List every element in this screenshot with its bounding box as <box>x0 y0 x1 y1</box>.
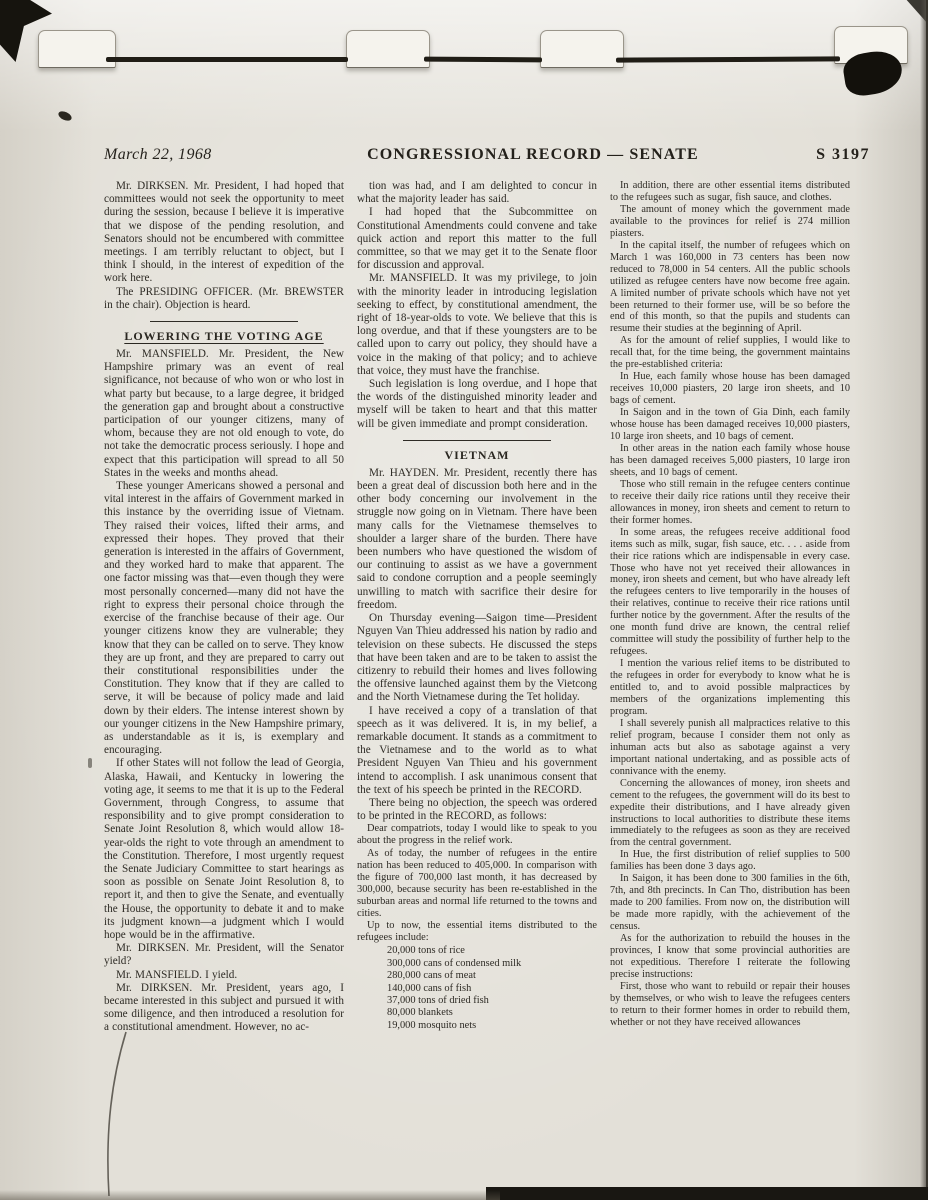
scan-artifact-speck <box>88 758 92 768</box>
column-2 <box>357 180 597 1192</box>
section-divider <box>403 440 551 441</box>
scan-artifact-corner-top-right <box>902 0 928 24</box>
scan-artifact-ink-blob <box>841 48 905 99</box>
paragraph-remain-in-centers: Those who still remain in the refugee centers continue to receive their daily rice rations until they receive their allowances in money, iron sheets and cement to return to their former homes. <box>610 478 850 526</box>
paragraph-expedite-distributions: Concerning the allowances of money, iron sheets and cement to the refugees, the government will do its best to expedite their distributions, and I have already given instructions to local authorities to distribute these items immediately to the refugees as soon as they are received from the central government. <box>610 777 850 849</box>
paragraph-subcommittee: I had hoped that the Subcommittee on Constitutional Amendments could convene and take quick action and report this matter to the full committee, so that we may get it to the Senate floor for discussion and approval. <box>357 206 597 272</box>
speech-excerpt <box>357 823 597 1032</box>
scan-artifact-edge-line <box>424 57 542 63</box>
paragraph-mention-relief-items: I mention the various relief items to be distributed to the refugees in order for everybody to know what he is entitled to, and to avoid possible malpractices by members of the organizations implementing this program. <box>610 658 850 717</box>
paragraph-rebuild-authorization: As for the authorization to rebuild the houses in the provinces, I know that some provincial authorities are not expeditious. Therefore I reiterate the following precise instructions: <box>610 933 850 980</box>
paragraph-first-instruction: First, those who want to rebuild or repair their houses by themselves, or who wish to leave the refugees centers to return to their former homes in order to rebuild them, whether or not they have received allowances <box>610 980 850 1028</box>
paragraph-dirksen-objection: Mr. DIRKSEN. Mr. President, I had hoped that committees would not seek the opportunity to meet during the session, because I believe it is imperative that we dispose of the pending resolution, and Senators should not be encumbered with committee meetings. I am terribly reluctant to object, but I think I should, in the interest of expedition of the work here. <box>104 180 344 285</box>
scan-artifact-corner-top-left <box>0 0 52 62</box>
column-1 <box>104 180 344 1192</box>
paragraph-dirksen-yield-question: Mr. DIRKSEN. Mr. President, will the Senator yield? <box>104 942 344 968</box>
paragraph-up-to-now: Up to now, the essential items distributed to the refugees include: <box>357 920 597 944</box>
paragraph-tion-was-had: tion was had, and I am delighted to concur in what the majority leader has said. <box>357 180 597 206</box>
paragraph-saigon-giadinh-allowance: In Saigon and in the town of Gia Dinh, each family whose house has been damaged receives 10,000 piasters, 10 large iron sheets, and 10 bags of cement. <box>610 407 850 443</box>
paragraph-punish-malpractices: I shall severely punish all malpractices relative to this relief program, because I consider them not only as inhuman acts but also as sabotage against a very important national undertaking, and as possible acts of connivance with the enemy. <box>610 717 850 777</box>
section-heading-vietnam: VIETNAM <box>444 447 510 462</box>
section-divider <box>150 321 298 322</box>
masthead-title: CONGRESSIONAL RECORD — SENATE <box>367 146 699 163</box>
paragraph-younger-americans: These younger Americans showed a personal and vital interest in the affairs of Government marked in this instance by the overriding issue of Vietnam. They raised their voices, lifted their arms, and expressed their hopes. They proved that their generation is interested in the affairs of Government, and they worked hard to make that apparent. The one factor missing was that—even though they were most personally concerned—many did not have the right to express their personal choice through the exercise of the franchise because of their age. Our younger citizens know they are vulnerable; they know that they can be called on to serve. They know they are up front, and they are prepared to carry out their constitutional responsibilities under the Constitution. They know that if they are called to serve, it will be because of policy made and laid down by their elders. The intense interest shown by our younger citizens in the New Hampshire primary, as understandable as it is, is exemplary and encouraging. <box>104 480 344 757</box>
paragraph-mansfield-privilege: Mr. MANSFIELD. It was my privilege, to join with the minority leader in introducing legislation seeking to effect, by constitutional amendment, the right of 18-year-olds to vote. We believe that this is long overdue, and that if these youngsters are to be called upon to carry out policy, they should have a voice in the making of that policy; and to achieve that voice, they must have the franchise. <box>357 272 597 377</box>
scan-artifact-paper-tab <box>540 30 624 68</box>
list-item: 80,000 blankets <box>387 1007 453 1019</box>
paragraph-additional-food: In some areas, the refugees receive additional food items such as milk, sugar, fish sauce, etc. . . . aside from their rice rations which are indispensable in every case. Those who have not yet received their allowances in money, iron sheets and cement, but who have already left the refugees centers to live temporarily in the houses of their relatives, continue to receive their rice rations until further notice by the government. After the results of the one month fund drive are known, the central relief committee will study the possibility of further help to the refugees. <box>610 526 850 658</box>
list-item: 140,000 cans of fish <box>387 982 472 994</box>
section-heading-lowering-voting-age: LOWERING THE VOTING AGE <box>124 329 324 344</box>
paragraph-dear-compatriots: Dear compatriots, today I would like to speak to you about the progress in the relief work. <box>357 823 597 847</box>
paragraph-relief-criteria: As for the amount of relief supplies, I would like to recall that, for the time being, the government maintains the pre-established criteria: <box>610 335 850 371</box>
paragraph-no-objection: There being no objection, the speech was ordered to be printed in the RECORD, as follows: <box>357 796 597 823</box>
page-number: S 3197 <box>816 146 870 163</box>
paragraph-other-areas-allowance: In other areas in the nation each family whose house has been damaged receives 5,000 piasters, 10 large iron sheets, and 10 bags of cement. <box>610 442 850 478</box>
list-item: 19,000 mosquito nets <box>387 1019 477 1031</box>
relief-supplies-list <box>387 945 597 1032</box>
scan-artifact-speck <box>57 109 73 122</box>
page-header <box>104 146 870 164</box>
paragraph-hayden-discussion: Mr. HAYDEN. Mr. President, recently there has been a great deal of discussion both here and in the other body concerning our involvement in the struggle now going on in Vietnam. There have been many calls for the Vietnamese themselves to shoulder a larger share of the burden. There have been numbers who have questioned the wisdom of our continuing to assist as we have a government said to condone corruption and a people seemingly unwilling to match with sacrifice their desire for freedom. <box>357 466 597 611</box>
paragraph-dirksen-years-ago: Mr. DIRKSEN. Mr. President, years ago, I became interested in this subject and pursued it with some diligence, and then introduced a resolution for a constitutional amendment. However, no ac- <box>104 981 344 1034</box>
scan-artifact-edge-line <box>616 56 840 62</box>
paragraph-money-available: The amount of money which the government made available to the provinces for relief is 274 million piasters. <box>610 203 850 239</box>
list-item: 300,000 cans of condensed milk <box>387 957 522 969</box>
list-item: 37,000 tons of dried fish <box>387 994 489 1006</box>
paragraph-mansfield-yield: Mr. MANSFIELD. I yield. <box>116 968 238 981</box>
paragraph-mansfield-primary: Mr. MANSFIELD. Mr. President, the New Hampshire primary was an event of real significance, not because of who won or who lost in what party but because, to a large degree, it bridged the generation gap and brought about a constructive participation of our younger citizens, many of whom, because they are not old enough to vote, do not take the democratic process seriously. I hope and expect that this participation will spread to all 50 States in the weeks and months ahead. <box>104 348 344 479</box>
paragraph-capital-refugees: In the capital itself, the number of refugees which on March 1 was 160,000 in 73 centers has been now reduced to 78,000 in 54 centers. All the public schools utilized as refugee centers have now become free again. A limited number of private schools which have not yet been returned to their former use, will be so before the end of this month, so that the pupils and students can resume their studies at the beginning of April. <box>610 239 850 335</box>
paragraph-such-legislation: Such legislation is long overdue, and I hope that the words of the distinguished minority leader and myself will be taken to heart and that this matter will be given immediate and prompt consideration. <box>357 378 597 430</box>
scan-artifact-right-edge-shadow <box>920 0 928 1200</box>
scan-artifact-paper-tab <box>38 30 116 68</box>
paragraph-copy-translation: I have received a copy of a translation of that speech as it was delivered. It is, in my belief, a remarkable document. It stands as a commitment to the Vietnamese and to the world as to what President Nguyen Van Thieu and his government intend to accomplish. I ask unanimous consent that the text of his speech be printed in the RECORD. <box>357 704 597 796</box>
paragraph-as-of-today: As of today, the number of refugees in the entire nation has been reduced to 405,000. In comparison with the figure of 700,000 last month, it has decreased by 300,000, because security has been re-established in the suburban areas and normal life returned to the towns and cities. <box>357 847 597 919</box>
text-columns <box>104 180 850 1192</box>
paragraph-other-states: If other States will not follow the lead of Georgia, Alaska, Hawaii, and Kentucky in lowering the voting age, it seems to me that it is up to the Federal Government, through Congress, to assume that responsibility and to give prompt consideration to Senate Joint Resolution 8, which would allow 18-year-olds the right to vote through an amendment to the Constitution. Therefore, I most urgently request the Senate Judiciary Committee to start hearings as soon as possible on Senate Joint Resolution 8, to report it, and then to give the Senate, and eventually the House, the opportunity to debate it and to make its judgment known—a judgment which I would hope would be in the affirmative. <box>104 757 344 941</box>
list-item: 280,000 cans of meat <box>387 970 476 982</box>
paragraph-thursday-evening: On Thursday evening—Saigon time—President Nguyen Van Thieu addressed his nation by radio and television on these subects. He discussed the steps that have been taken and are to be taken to assist the citizenry to rebuild their homes and lives following the offensive launched against them by the Vietcong and the North Vietnamese during the Tet holiday. <box>357 612 597 704</box>
list-item: 20,000 tons of rice <box>387 945 465 957</box>
paragraph-hue-distribution: In Hue, the first distribution of relief supplies to 500 families has been done 3 days ago. <box>610 849 850 873</box>
scan-artifact-edge-line <box>106 57 348 62</box>
scan-artifact-paper-tab <box>346 30 430 68</box>
column-3 <box>610 180 850 1192</box>
scan-artifact-paper-tab <box>834 26 908 64</box>
paragraph-saigon-cantho-distribution: In Saigon, it has been done to 300 families in the 6th, 7th, and 8th precincts. In Can Tho, distribution has been made to 200 families. From now on, the distribution will be made more rapidly, with the achievement of the census. <box>610 873 850 933</box>
paragraph-hue-allowance: In Hue, each family whose house has been damaged receives 10,000 piasters, 20 large iron sheets, and 10 bags of cement. <box>610 371 850 407</box>
issue-date: March 22, 1968 <box>104 146 212 163</box>
paragraph-presiding-officer: The PRESIDING OFFICER. (Mr. BREWSTER in the chair). Objection is heard. <box>104 285 344 311</box>
paragraph-additional-items: In addition, there are other essential items distributed to the refugees such as sugar, fish sauce, and clothes. <box>610 180 850 203</box>
